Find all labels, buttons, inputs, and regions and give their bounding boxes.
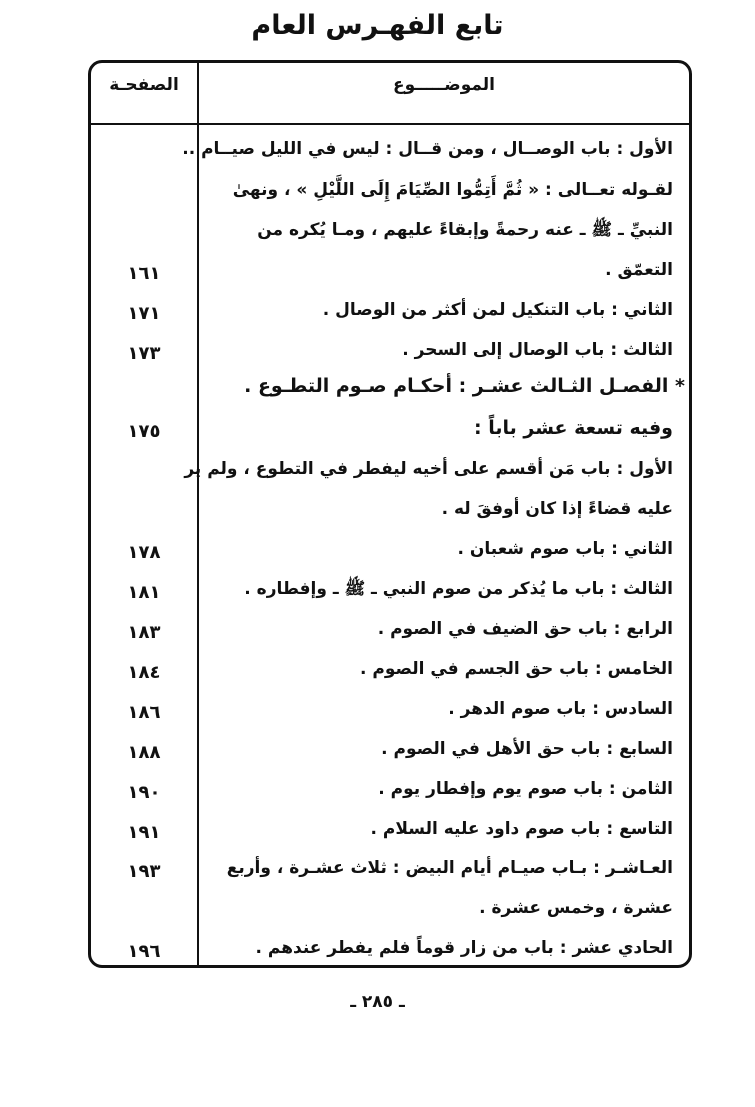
column-divider bbox=[197, 63, 199, 965]
page-number: ١٩٠ bbox=[127, 782, 161, 803]
page-number: ١٩١ bbox=[127, 822, 161, 843]
page-number: ١٨٨ bbox=[127, 742, 161, 763]
index-table bbox=[88, 60, 692, 968]
entry-line: الأول : باب مَن أقسم على أخيه ليفطر في التطوع ، ولم ير bbox=[184, 459, 673, 479]
entry-line: السادس : باب صوم الدهر . bbox=[448, 699, 673, 719]
page-number: ١٧٥ bbox=[127, 421, 161, 442]
entry-line: الحادي عشر : باب من زار قوماً فلم يفطر عندهم . bbox=[255, 938, 673, 958]
entry-line: عليه قضاءً إذا كان أوفقَ له . bbox=[441, 499, 673, 519]
chapter-heading: * الفصـل الثـالث عشـر : أحكـام صـوم التطـوع . bbox=[244, 375, 685, 397]
page-number: ١٧٨ bbox=[127, 542, 161, 563]
page-number: ١٩٦ bbox=[127, 941, 161, 962]
page-number-footer: ـ ٢٨٥ ـ bbox=[350, 992, 405, 1012]
header-divider bbox=[91, 123, 689, 125]
entry-line: لقـوله تعــالى : « ثُمَّ أَتِمُّوا الصِّيَامَ إِلَى اللَّيْلِ » ، ونهىٰ bbox=[232, 180, 673, 200]
entry-line: التاسع : باب صوم داود عليه السلام . bbox=[370, 819, 673, 839]
entry-line: السابع : باب حق الأهل في الصوم . bbox=[381, 739, 673, 759]
page-number: ١٧٣ bbox=[127, 343, 161, 364]
entry-line: الثاني : باب التنكيل لمن أكثر من الوصال . bbox=[322, 300, 673, 320]
entry-line: العـاشـر : بـاب صيـام أيام البيض : ثلاث عشـرة ، وأربع bbox=[226, 858, 673, 878]
topic-column-header: الموضـــــوع bbox=[392, 75, 496, 95]
page-number: ١٩٣ bbox=[127, 861, 161, 882]
page-number: ١٨٤ bbox=[127, 662, 161, 683]
page-number: ١٧١ bbox=[127, 303, 161, 324]
page-number: ١٦١ bbox=[127, 263, 161, 284]
entry-line: الخامس : باب حق الجسم في الصوم . bbox=[359, 659, 673, 679]
entry-line: التعمّق . bbox=[605, 260, 673, 280]
page-number: ١٨٦ bbox=[127, 702, 161, 723]
entry-line: الرابع : باب حق الضيف في الصوم . bbox=[377, 619, 673, 639]
entry-line: الثالث : باب الوصال إلى السحر . bbox=[402, 340, 673, 360]
entry-line: عشرة ، وخمس عشرة . bbox=[479, 898, 673, 918]
chapter-subheading: وفيه تسعة عشر باباً : bbox=[474, 417, 673, 439]
entry-line: النبيِّ ـ ﷺ ـ عنه رحمةً وإبقاءً عليهم ، ومـا يُكره من bbox=[257, 220, 673, 240]
page-column-header: الصفحـة bbox=[109, 75, 179, 95]
entry-line: الثامن : باب صوم يوم وإفطار يوم . bbox=[378, 779, 673, 799]
page-title: تابع الفهـرس العام bbox=[251, 10, 504, 41]
entry-line: الثالث : باب ما يُذكر من صوم النبي ـ ﷺ ـ وإفطاره . bbox=[244, 579, 673, 599]
entry-line: الثاني : باب صوم شعبان . bbox=[457, 539, 673, 559]
page-number: ١٨٣ bbox=[127, 622, 161, 643]
page-number: ١٨١ bbox=[127, 582, 161, 603]
entry-line: الأول : باب الوصــال ، ومن قــال : ليس في الليل صيــام .. bbox=[182, 139, 673, 159]
